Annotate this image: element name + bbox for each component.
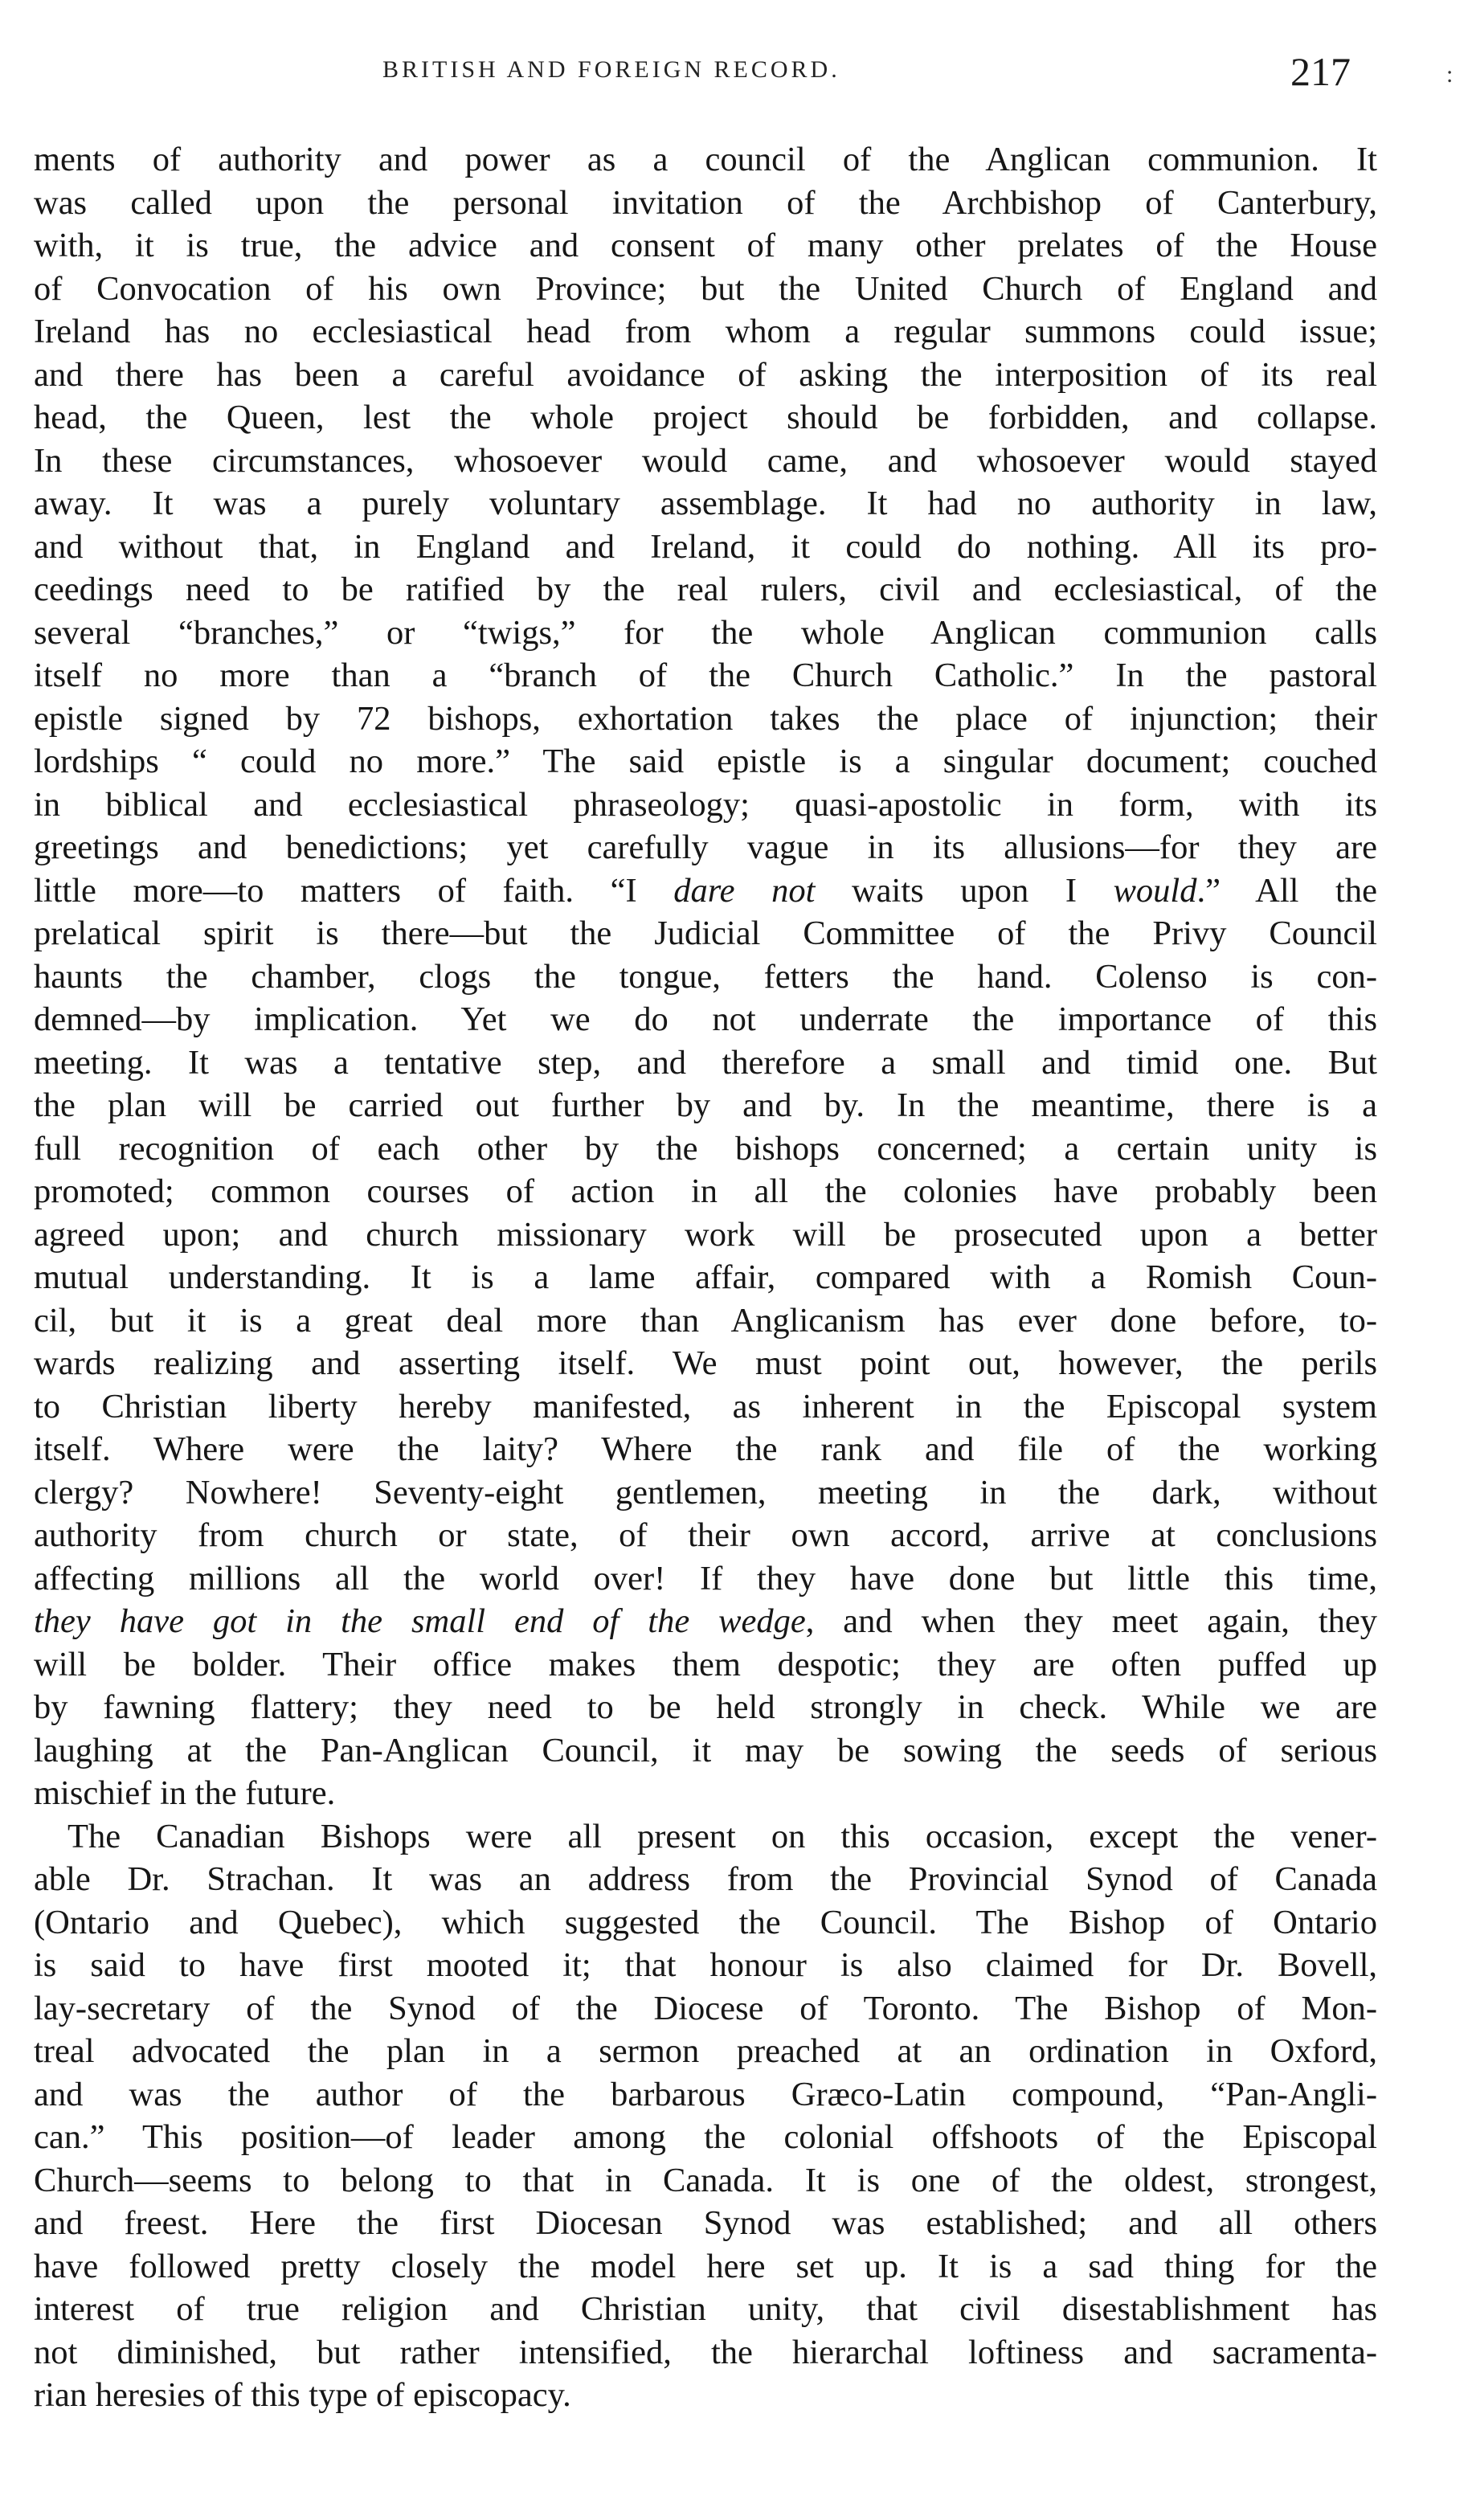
text-line [34, 1428, 1377, 1471]
text-segment: prelatical spirit is there—but the Judicial Committee of the Privy Council [34, 914, 1377, 952]
text-segment: The Canadian Bishops were all present on this occasion, except the vener- [67, 1817, 1377, 1855]
text-line [34, 998, 1377, 1041]
text-line [34, 1342, 1377, 1385]
text-line [34, 1643, 1377, 1687]
text-segment: have followed pretty closely the model here set up. It is a sad thing for the [34, 2247, 1377, 2285]
text-segment: of Convocation of his own Province; but the United Church of England and [34, 269, 1377, 308]
text-segment: head, the Queen, lest the whole project should be forbidden, and collapse. [34, 399, 1377, 436]
text-line [34, 1729, 1377, 1773]
text-line [34, 1557, 1377, 1601]
text-line [34, 1772, 1377, 1815]
text-segment: meeting. It was a tentative step, and therefore a small and timid one. But [34, 1043, 1377, 1082]
text-segment: mutual understanding. It is a lame affair, compared with a Romish Coun- [34, 1258, 1377, 1296]
text-segment: to Christian liberty hereby manifested, as inherent in the Episcopal system [34, 1387, 1377, 1426]
text-line [34, 182, 1377, 225]
text-segment: able Dr. Strachan. It was an address from the Provincial Synod of Canada [34, 1860, 1377, 1898]
text-segment: demned—by implication. Yet we do not underrate the importance of this [34, 1000, 1377, 1038]
text-line [34, 869, 1377, 913]
text-segment: lordships “ could no more.” The said epistle is a singular document; couched [34, 742, 1377, 780]
text-segment: several “branches,” or “twigs,” for the whole Anglican communion calls [34, 613, 1377, 652]
text-line [34, 783, 1377, 827]
text-line [34, 1471, 1377, 1515]
text-segment: the plan will be carried out further by and by. In the meantime, there is a [34, 1086, 1377, 1124]
text-line [34, 1514, 1377, 1557]
text-line [34, 1084, 1377, 1127]
text-segment: laughing at the Pan-Anglican Council, it may be sowing the seeds of serious [34, 1731, 1377, 1769]
text-segment: will be bolder. Their office makes them despotic; they are often puffed up [34, 1645, 1377, 1683]
text-line [34, 1600, 1377, 1643]
text-line [34, 2116, 1377, 2159]
text-line [34, 396, 1377, 440]
text-line [34, 1815, 1377, 1859]
text-line [34, 1041, 1377, 1085]
text-line [34, 1256, 1377, 1299]
text-line [34, 912, 1377, 955]
text-segment: and was the author of the barbarous Græco-Latin compound, “Pan-Angli- [34, 2075, 1377, 2113]
text-segment: Ireland has no ecclesiastical head from whom a regular summons could issue; [34, 313, 1377, 350]
text-line [34, 2288, 1377, 2331]
text-segment: In these circumstances, whosoever would came, and whosoever would stayed [34, 441, 1377, 480]
page-number: 217 [1290, 49, 1351, 94]
text-segment: lay-secretary of the Synod of the Diocese of Toronto. The Bishop of Mon- [34, 1989, 1377, 2027]
text-line [34, 568, 1377, 612]
text-segment: away. It was a purely voluntary assemblage. It had no authority in law, [34, 485, 1377, 522]
text-line [34, 1127, 1377, 1171]
text-segment: by fawning flattery; they need to be held strongly in check. While we are [34, 1688, 1377, 1726]
text-segment: not diminished, but rather intensified, the hierarchal loftiness and sacramenta- [34, 2333, 1377, 2371]
text-line [34, 1213, 1377, 1257]
text-segment: little more—to matters of faith. “I [34, 871, 674, 910]
text-line [34, 440, 1377, 483]
text-line [34, 1944, 1377, 1987]
text-line [34, 740, 1377, 783]
text-line [34, 138, 1377, 182]
text-segment: mischief in the future. [34, 1774, 336, 1812]
text-line [34, 1987, 1377, 2031]
text-segment: promoted; common courses of action in all the colonies have probably been [34, 1172, 1377, 1210]
text-line [34, 1858, 1377, 1901]
text-segment: and freest. Here the first Diocesan Synod was established; and all others [34, 2204, 1377, 2242]
text-line [34, 2245, 1377, 2289]
text-line [34, 2159, 1377, 2203]
text-line [34, 1299, 1377, 1343]
text-segment: and without that, in England and Ireland, it could do nothing. All its pro- [34, 527, 1377, 566]
text-segment: itself. Where were the laity? Where the rank and file of the working [34, 1430, 1377, 1468]
text-line [34, 826, 1377, 869]
page-header [37, 50, 1435, 106]
text-segment: was called upon the personal invitation of the Archbishop of Canterbury, [34, 183, 1377, 222]
text-line [34, 2030, 1377, 2073]
text-line [34, 654, 1377, 698]
text-segment: , and when they meet again, they [805, 1602, 1377, 1640]
text-line [34, 2202, 1377, 2245]
text-segment: (Ontario and Quebec), which suggested the Council. The Bishop of Ontario [34, 1903, 1377, 1941]
text-segment: wards realizing and asserting itself. We must point out, however, the perils [34, 1344, 1377, 1382]
text-segment: full recognition of each other by the bishops concerned; a certain unity is [34, 1129, 1377, 1168]
text-line [34, 268, 1377, 311]
text-line [34, 224, 1377, 268]
body-text [34, 138, 1377, 2417]
italic-phrase: they have got in the small end of the wedge [34, 1602, 806, 1640]
text-line [34, 526, 1377, 569]
italic-phrase: would [1113, 871, 1197, 910]
text-line [34, 354, 1377, 397]
paragraph [34, 1815, 1377, 2417]
text-line [34, 698, 1377, 741]
text-segment: is said to have first mooted it; that honour is also claimed for Dr. Bovell, [34, 1946, 1377, 1984]
paragraph [34, 138, 1377, 1815]
text-line [34, 1385, 1377, 1429]
text-segment: affecting millions all the world over! If they have done but little this time, [34, 1559, 1377, 1598]
text-segment: can.” This position—of leader among the colonial offshoots of the Episcopal [34, 2118, 1377, 2156]
text-segment: haunts the chamber, clogs the tongue, fetters the hand. Colenso is con- [34, 957, 1377, 996]
text-segment: epistle signed by 72 bishops, exhortation takes the place of injunction; their [34, 699, 1377, 738]
text-segment: rian heresies of this type of episcopacy. [34, 2376, 571, 2414]
text-segment: clergy? Nowhere! Seventy-eight gentlemen, meeting in the dark, without [34, 1473, 1377, 1512]
text-segment: authority from church or state, of their own accord, arrive at conclusions [34, 1516, 1377, 1554]
text-line [34, 310, 1377, 354]
text-segment: itself no more than a “branch of the Church Catholic.” In the pastoral [34, 657, 1377, 694]
text-segment: greetings and benedictions; yet carefully vague in its allusions—for they are [34, 828, 1377, 866]
text-line [34, 955, 1377, 999]
italic-phrase: dare not [673, 871, 816, 910]
text-line [34, 2374, 1377, 2417]
text-segment: and there has been a careful avoidance of asking the interposition of its real [34, 355, 1377, 394]
text-segment: waits upon I [815, 871, 1114, 910]
running-head: BRITISH AND FOREIGN RECORD. [382, 56, 840, 83]
text-line [34, 2073, 1377, 2117]
text-segment: treal advocated the plan in a sermon preached at an ordination in Oxford, [34, 2032, 1377, 2070]
text-segment: ments of authority and power as a council of the Anglican communion. It [34, 141, 1377, 178]
text-segment: ceedings need to be ratified by the real rulers, civil and ecclesiastical, of the [34, 571, 1377, 608]
text-segment: .” All the [1196, 871, 1377, 910]
text-line [34, 1170, 1377, 1213]
margin-mark: : [1446, 61, 1454, 88]
text-segment: interest of true religion and Christian unity, that civil disestablishment has [34, 2290, 1377, 2328]
text-segment: agreed upon; and church missionary work will be prosecuted upon a better [34, 1215, 1377, 1254]
text-line [34, 482, 1377, 526]
text-segment: in biblical and ecclesiastical phraseology; quasi-apostolic in form, with its [34, 785, 1377, 824]
text-segment: Church—seems to belong to that in Canada. It is one of the oldest, strongest, [34, 2161, 1377, 2199]
text-line [34, 2331, 1377, 2375]
text-line [34, 1901, 1377, 1945]
text-line [34, 1686, 1377, 1729]
text-segment: with, it is true, the advice and consent of many other prelates of the House [34, 227, 1377, 264]
text-segment: cil, but it is a great deal more than Anglicanism has ever done before, to- [34, 1301, 1377, 1340]
text-line [34, 612, 1377, 655]
